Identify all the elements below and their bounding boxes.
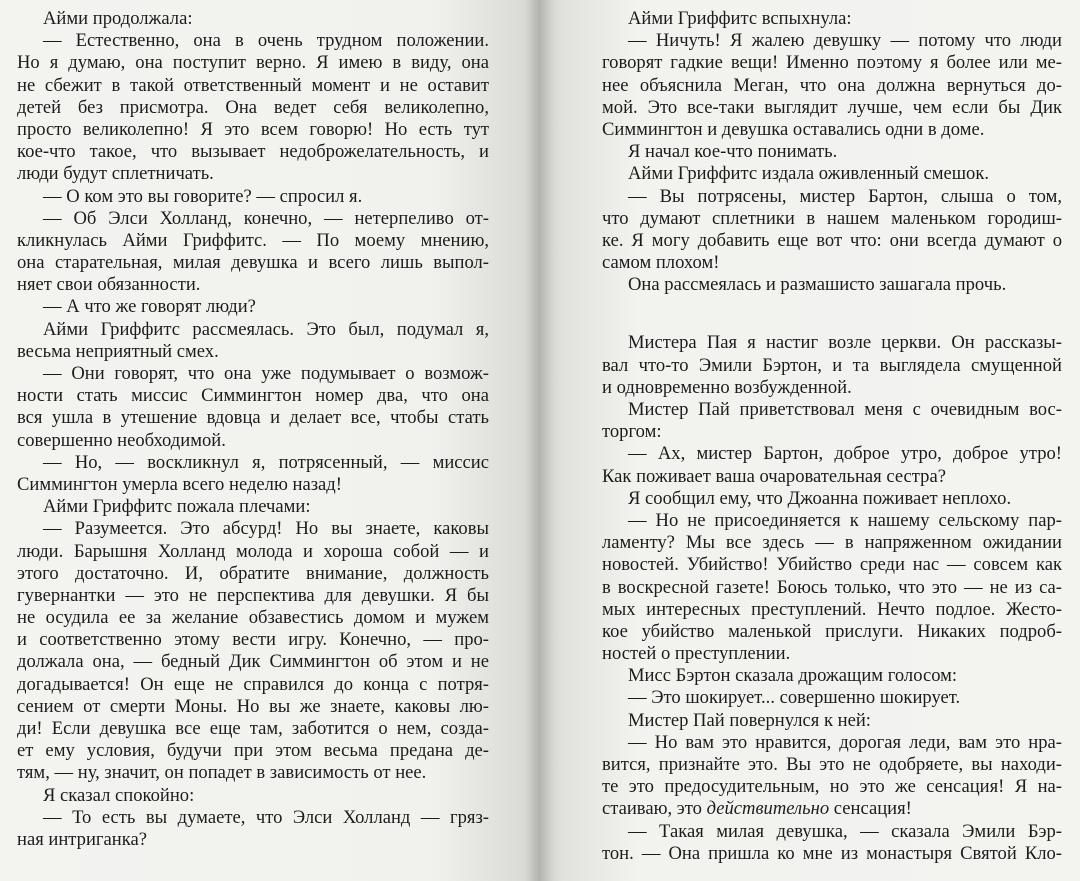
text-line: люди будут сплетничать.: [17, 163, 214, 185]
text-line: кое-что такое, что вызывает недоброжелательность, и: [17, 141, 489, 163]
text-line: что думают сплетники в нашем маленьком городиш-: [602, 207, 1062, 229]
text-line: — А что же говорят люди?: [43, 296, 256, 318]
text-line: ке. Я могу добавить еще вот что: они всегда думают о: [602, 229, 1062, 251]
text-line: вся ушла в утешение вдовца и делает все, чтобы стать: [17, 407, 489, 429]
text-line: ности стать миссис Симмингтон номер два, что она: [17, 385, 489, 407]
text-line: няет свои обязанности.: [17, 274, 201, 296]
text-line: те это предосудительным, но это же сенсация! Я на-: [602, 776, 1062, 798]
text-line: вится, признайте это. Вы это не одобряете, вы находи-: [602, 754, 1062, 775]
text-line: Айми Гриффитс пожала плечами:: [43, 496, 311, 518]
text-line: сением от смерти Моны. Но вы же знаете, каковы лю-: [17, 695, 489, 717]
text-line: — Но не присоединяется к нашему сельскому пар-: [628, 509, 1062, 531]
text-line: — Это шокирует... совершенно шокирует.: [628, 687, 961, 709]
text-line: — То есть вы думаете, что Элси Холланд — гряз-: [43, 806, 489, 828]
text-line: — Вы потрясены, мистер Бартон, слыша о том,: [628, 185, 1062, 207]
text-line: стаиваю, это действительно сенсация!: [602, 798, 912, 820]
text-line: и соответственно этому вести игру. Конечно, — про-: [17, 629, 489, 651]
text-line: говорят гадкие вещи! Именно поэтому я более или ме-: [602, 52, 1062, 74]
text-line: Как поживает ваша очаровательная сестра?: [602, 465, 946, 487]
text-line: она старательная, милая девушка и всего лишь выпол-: [17, 252, 489, 274]
text-line: гувернантки — это не перспектива для девушки. Я бы: [17, 584, 489, 606]
text-line: — Разумеется. Это абсурд! Но вы знаете, каковы: [43, 518, 489, 540]
text-line: Симмингтон и девушка оставались одни в доме.: [602, 118, 985, 140]
text-line: ет ему условия, будучи при этом весьма предана де-: [17, 740, 489, 762]
text-line: Айми Гриффитс рассмеялась. Это был, подумал я,: [43, 318, 489, 340]
text-line: детей без присмотра. Она ведет себя великолепно,: [17, 96, 489, 118]
text-line: торгом:: [602, 421, 662, 443]
text-line: Я сообщил ему, что Джоанна поживает неплохо.: [628, 487, 1012, 509]
text-line: нее объяснила Меган, что она должна вернуться до-: [602, 74, 1062, 96]
section-break: [602, 296, 1062, 332]
emphasized-word: действительно: [706, 798, 830, 820]
text-line: мых интересных преступлений. Нечто подлое. Жесто-: [602, 598, 1062, 620]
text-line: Симмингтон умерла всего неделю назад!: [17, 473, 342, 495]
text-line: Мистер Пай приветствовал меня с очевидным вос-: [628, 399, 1062, 420]
text-line: весьма неприятный смех.: [17, 340, 219, 362]
text-line: Мистер Пай повернулся к ней:: [628, 709, 871, 731]
text-line: Я начал кое-что понимать.: [628, 141, 838, 163]
text-line: Мистера Пая я настиг возле церкви. Он рассказы-: [628, 332, 1062, 354]
text-line: — Но, — воскликнул я, потрясенный, — миссис: [43, 451, 489, 473]
text-line: — Но вам это нравится, дорогая леди, вам это нра-: [628, 731, 1062, 753]
text-line: Айми продолжала:: [43, 8, 193, 29]
text-line: — Естественно, она в очень трудном положении.: [43, 30, 489, 52]
text-line: в воскресной газете! Боюсь только, что это — не из са-: [602, 576, 1062, 598]
text-line: — Они говорят, что она уже подумывает о возмож-: [43, 363, 489, 384]
text-line: Айми Гриффитс вспыхнула:: [628, 8, 852, 29]
text-line: кое убийство маленькой прислуги. Никаких подроб-: [602, 620, 1062, 642]
text-line: просто великолепно! Я это всем говорю! Но есть тут: [17, 118, 489, 140]
text-line: совершенно необходимой.: [17, 429, 226, 451]
text-line: должала она, — бедный Дик Симмингтон об этом и не: [17, 651, 489, 673]
text-line: и одновременно возбужденной.: [602, 376, 852, 398]
text-line: вал что-то Эмили Бэртон, и та выглядела смущенной: [602, 354, 1062, 376]
left-page-text: [17, 8, 489, 851]
right-page: [540, 0, 1080, 881]
text-line: ди! Если девушка все еще там, заботится о нем, созда-: [17, 718, 489, 739]
text-line: Я сказал спокойно:: [43, 784, 195, 806]
text-line: люди. Барышня Холланд молода и хороша собой — и: [17, 540, 489, 562]
text-line: этого достаточно. И, обратите внимание, должность: [17, 562, 489, 584]
text-line: Но я думаю, она поступит верно. Я имею в виду, она: [17, 52, 489, 74]
text-line: догадывается! Он еще не справился до конца с потря-: [17, 673, 489, 695]
text-line: ностей о преступлении.: [602, 643, 791, 665]
text-line: Мисс Бэртон сказала дрожащим голосом:: [628, 665, 958, 687]
text-line: ная интриганка?: [17, 828, 147, 850]
text-line: ламенту? Мы все здесь — в напряженном ожидании: [602, 532, 1062, 554]
text-line: не сбежит в такой ответственный момент и не оставит: [17, 74, 489, 96]
text-line: самом плохом!: [602, 252, 720, 274]
text-line: Айми Гриффитс издала оживленный смешок.: [628, 163, 990, 185]
text-line: не осудила ее за желание обзавестись домом и мужем: [17, 607, 489, 629]
text-line: — Об Элси Холланд, конечно, — нетерпеливо от-: [43, 207, 489, 229]
text-line: Она рассмеялась и размашисто зашагала прочь.: [628, 274, 1007, 296]
right-page-text: [602, 8, 1062, 865]
text-line: — Ничуть! Я жалею девушку — потому что люди: [628, 30, 1062, 52]
text-line: тям, — ну, значит, он попадет в зависимость от нее.: [17, 762, 427, 784]
text-line: новостей. Убийство! Убийство среди нас — совсем как: [602, 554, 1062, 576]
text-line: — О ком это вы говорите? — спросил я.: [43, 185, 363, 207]
text-line: тон. — Она пришла ко мне из монастыря Святой Кло-: [602, 842, 1062, 864]
text-line: мой. Это все-таки выглядит лучше, чем если бы Дик: [602, 96, 1062, 118]
text-line: — Ах, мистер Бартон, доброе утро, доброе утро!: [628, 443, 1062, 465]
text-line: кликнулась Айми Гриффитс. — По моему мнению,: [17, 229, 489, 251]
text-line: — Такая милая девушка, — сказала Эмили Бэр-: [628, 820, 1062, 842]
